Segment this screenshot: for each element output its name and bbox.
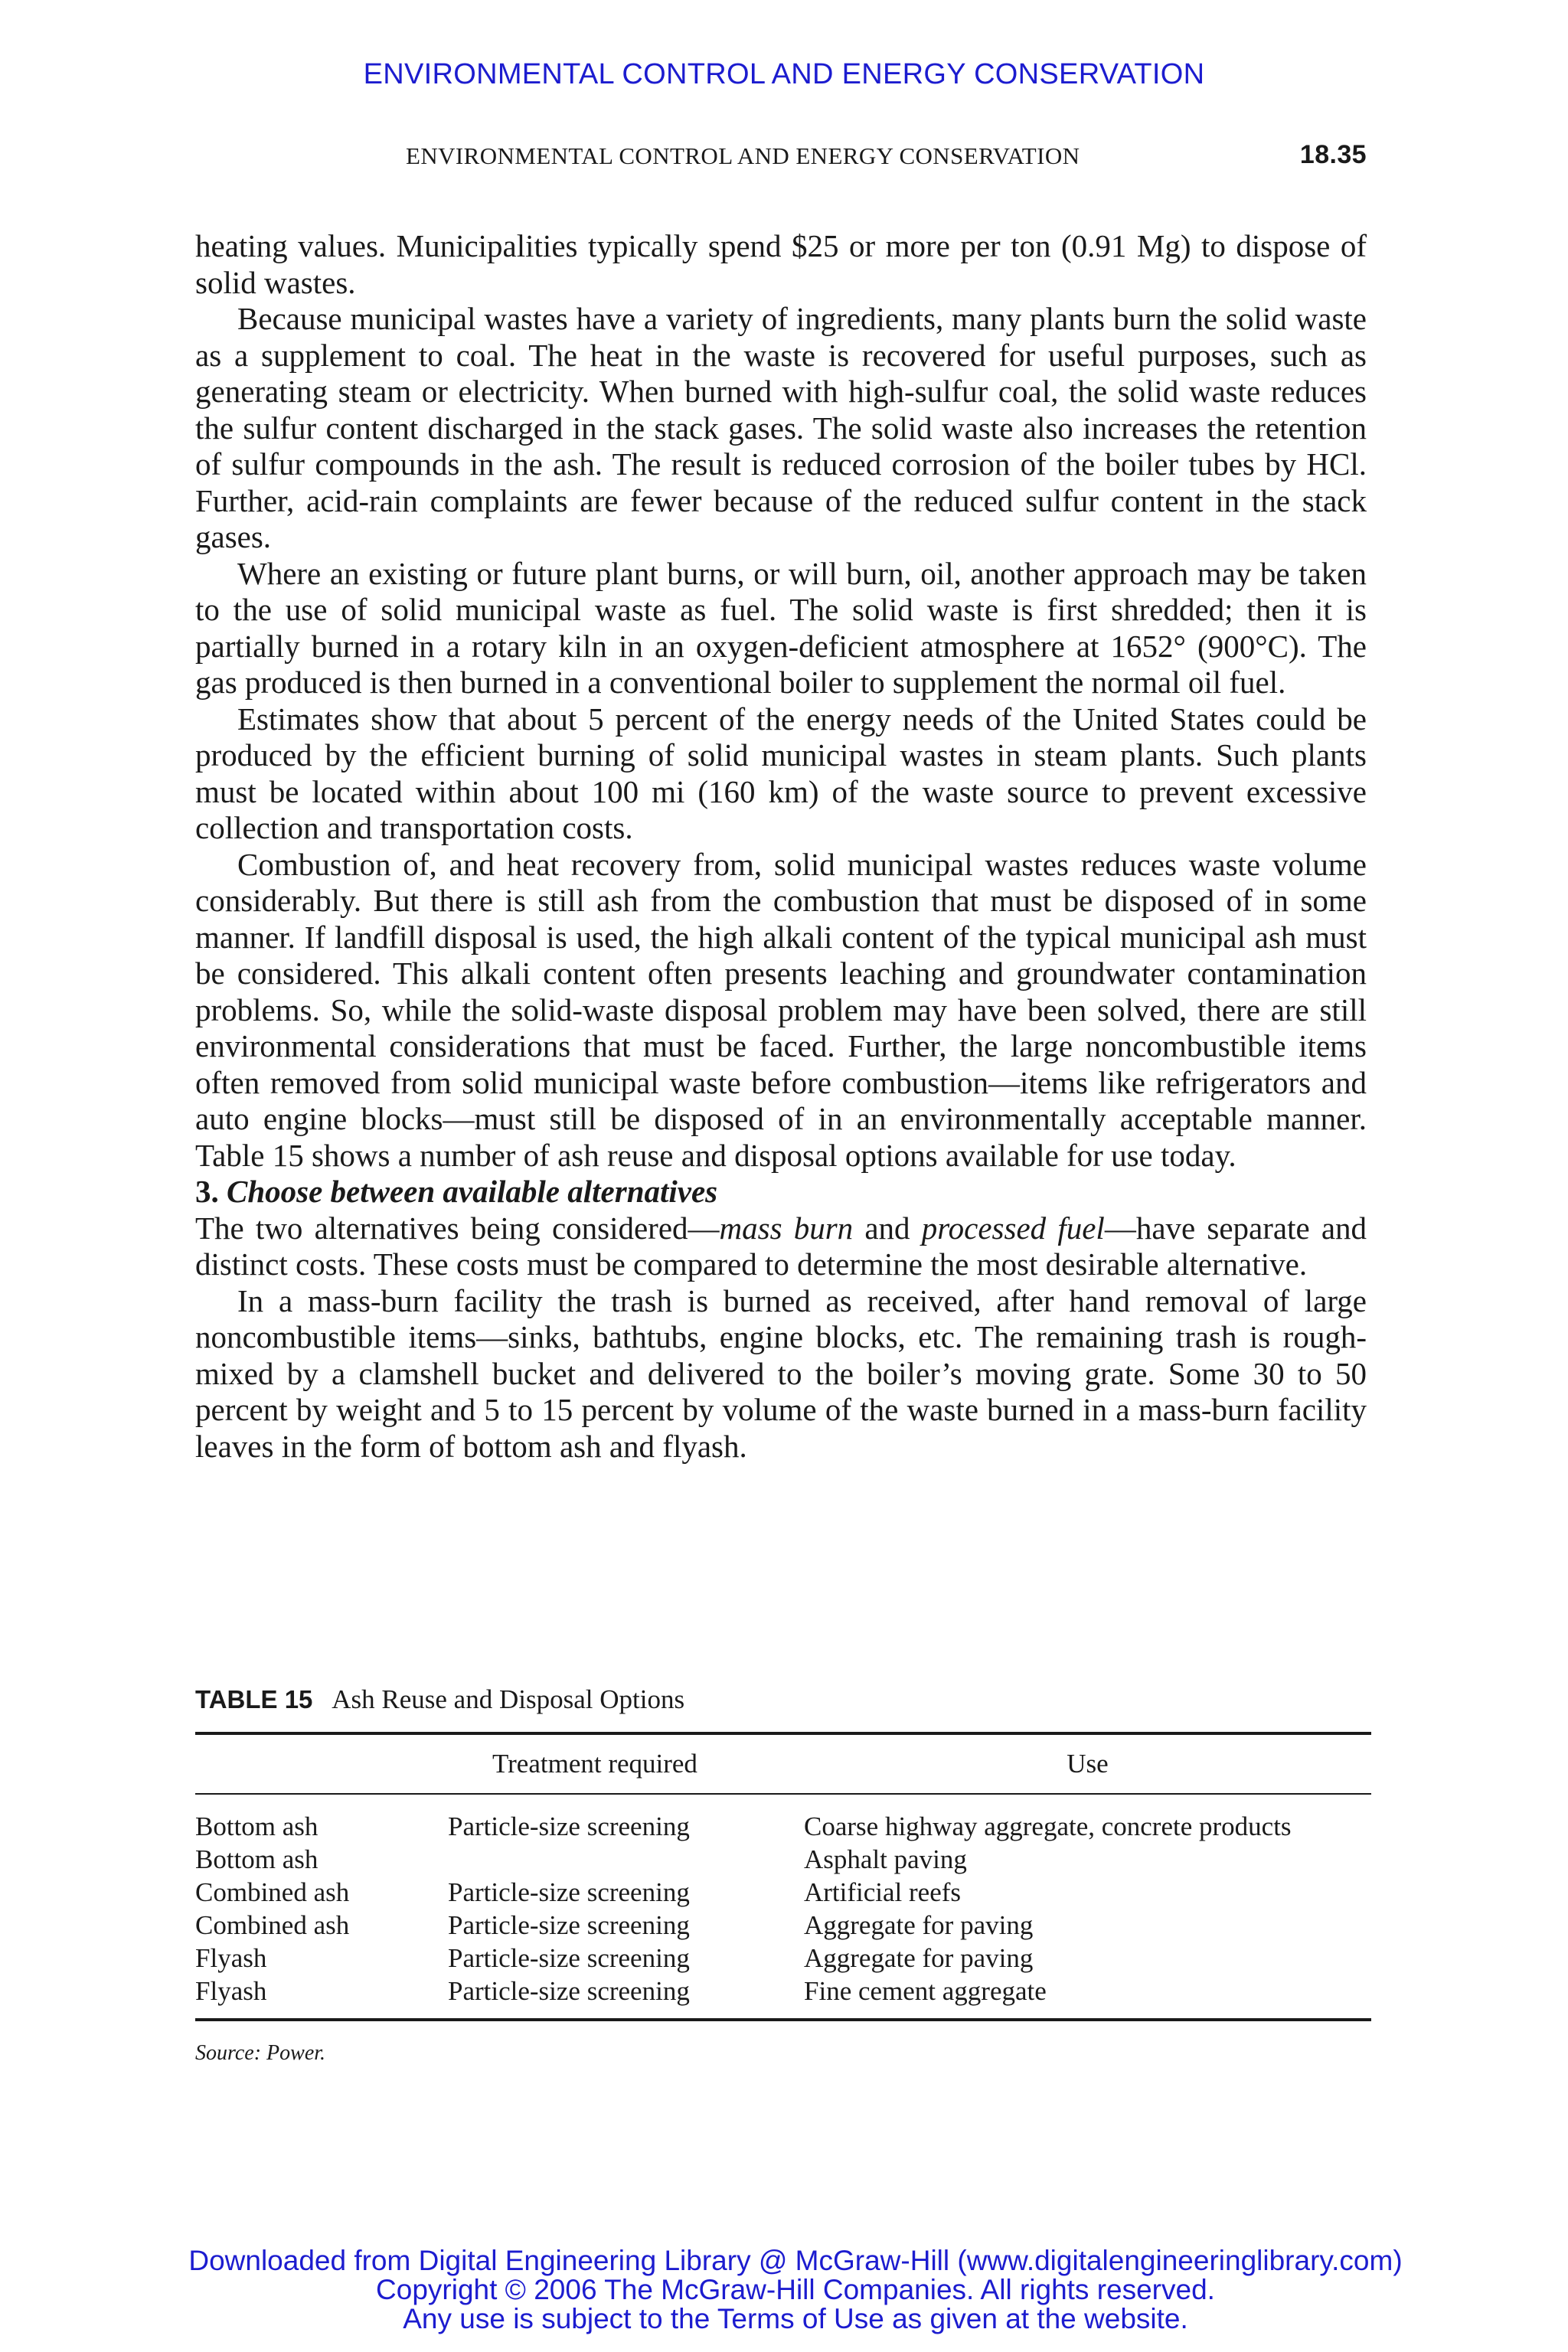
emphasis-processed-fuel: processed fuel [921, 1210, 1105, 1246]
table-row [195, 1794, 1371, 1843]
paragraph [195, 1210, 1367, 1283]
text-run: The two alternatives being considered— [195, 1210, 720, 1246]
table-header-row [195, 1733, 1371, 1794]
section-heading [195, 1174, 1367, 1210]
table-cell: Combined ash [195, 1910, 350, 1940]
footer-line: Copyright © 2006 The McGraw-Hill Companies. All rights reserved. [376, 2274, 1215, 2305]
table-cell: Coarse highway aggregate, concrete products [804, 1811, 1292, 1841]
section-title: Choose between available alternatives [227, 1174, 718, 1209]
table-cell: Particle-size screening [448, 1877, 690, 1907]
table-label: TABLE 15 [195, 1685, 313, 1713]
paragraph: Combustion of, and heat recovery from, solid municipal wastes reduces waste volume considerably. But there is still ash from the combustion that must be disposed of in some manner. If landfill disposal is used, the high alkali content of the typical municipal ash must be considered. This alkali content often presents leaching and groundwater contamination problems. So, while the solid-waste disposal problem may have been solved, there are still environmental considerations that must be faced. Further, the large noncombustible items often removed from solid municipal waste before combustion—items like refrigerators and auto engine blocks—must still be disposed of in an environmentally acceptable manner. Table 15 shows a number of ash reuse and disposal options available for use today. [195, 846, 1367, 1173]
table-cell: Asphalt paving [804, 1844, 967, 1874]
paragraph: Estimates show that about 5 percent of the energy needs of the United States could be produced by the efficient burning of solid municipal wastes in steam plants. Such plants must be located within about 100 mi (160 km) of the waste source to prevent excessive collection and transportation costs. [195, 701, 1367, 845]
running-head-title: ENVIRONMENTAL CONTROL AND ENERGY CONSERVATION [406, 142, 1080, 169]
table-cell: Particle-size screening [448, 1943, 690, 1973]
table-cell: Flyash [195, 1976, 267, 2006]
table-cell: Combined ash [195, 1877, 350, 1907]
table-row [195, 1876, 1371, 1909]
section-number: 3. [195, 1174, 219, 1209]
top-banner: ENVIRONMENTAL CONTROL AND ENERGY CONSERVATION [363, 58, 1205, 90]
emphasis-mass-burn: mass burn [719, 1210, 854, 1246]
table-cell: Aggregate for paving [804, 1943, 1034, 1973]
header-cell [195, 1733, 448, 1794]
table-cell: Particle-size screening [448, 1910, 690, 1940]
text-run: —have separate and distinct costs. These costs must be compared to determine the most desirable alternative. [195, 1210, 1367, 1282]
table-cell: Bottom ash [195, 1811, 318, 1841]
table-cell [448, 1843, 804, 1876]
table-15 [195, 1684, 1371, 2066]
text-run: and [853, 1210, 922, 1246]
footer-line: Any use is subject to the Terms of Use as given at the website. [403, 2303, 1188, 2334]
header-cell: Use [1067, 1749, 1109, 1779]
footer-line: Downloaded from Digital Engineering Library @ McGraw-Hill (www.digitalengineeringlibrary.com) [188, 2245, 1403, 2276]
ash-options-table [195, 1732, 1371, 2021]
table-cell: Particle-size screening [448, 1976, 690, 2006]
table-title: Ash Reuse and Disposal Options [332, 1684, 685, 1714]
table-cell: Flyash [195, 1943, 267, 1973]
body-text [195, 228, 1367, 1465]
table-cell: Bottom ash [195, 1844, 318, 1874]
paragraph: In a mass-burn facility the trash is burned as received, after hand removal of large noncombustible items—sinks, bathtubs, engine blocks, etc. The remaining trash is rough-mixed by a clamshell bucket and delivered to the boiler’s moving grate. Some 30 to 50 percent by weight and 5 to 15 percent by volume of the waste burned in a mass-burn facility leaves in the form of bottom ash and flyash. [195, 1282, 1367, 1464]
paragraph: Where an existing or future plant burns, or will burn, oil, another approach may be taken to the use of solid municipal waste as fuel. The solid waste is first shredded; then it is partially burned in a rotary kiln in an oxygen-deficient atmosphere at 1652° (900°C). The gas produced is then burned in a conventional boiler to supplement the normal oil fuel. [195, 555, 1367, 700]
page-number: 18.35 [1299, 140, 1367, 169]
table-source-note: Source: Power. [195, 2041, 326, 2065]
table-cell: Particle-size screening [448, 1811, 690, 1841]
table-cell: Artificial reefs [804, 1877, 962, 1907]
table-row [195, 1843, 1371, 1876]
table-caption [195, 1684, 1371, 1715]
table-row [195, 1975, 1371, 2020]
header-cell: Treatment required [492, 1749, 697, 1779]
table-cell: Aggregate for paving [804, 1910, 1034, 1940]
paragraph: Because municipal wastes have a variety of ingredients, many plants burn the solid waste as a supplement to coal. The heat in the waste is recovered for useful purposes, such as generating steam or electricity. When burned with high-sulfur coal, the solid waste reduces the sulfur content discharged in the stack gases. The solid waste also increases the retention of sulfur compounds in the ash. The result is reduced corrosion of the boiler tubes by HCl. Further, acid-rain complaints are fewer because of the reduced sulfur content in the stack gases. [195, 301, 1367, 554]
download-footer [0, 2246, 1568, 2334]
paragraph: heating values. Municipalities typically spend $25 or more per ton (0.91 Mg) to dispose of solid wastes. [195, 228, 1367, 300]
table-row [195, 1909, 1371, 1942]
table-cell: Fine cement aggregate [804, 1976, 1047, 2006]
table-row [195, 1942, 1371, 1975]
